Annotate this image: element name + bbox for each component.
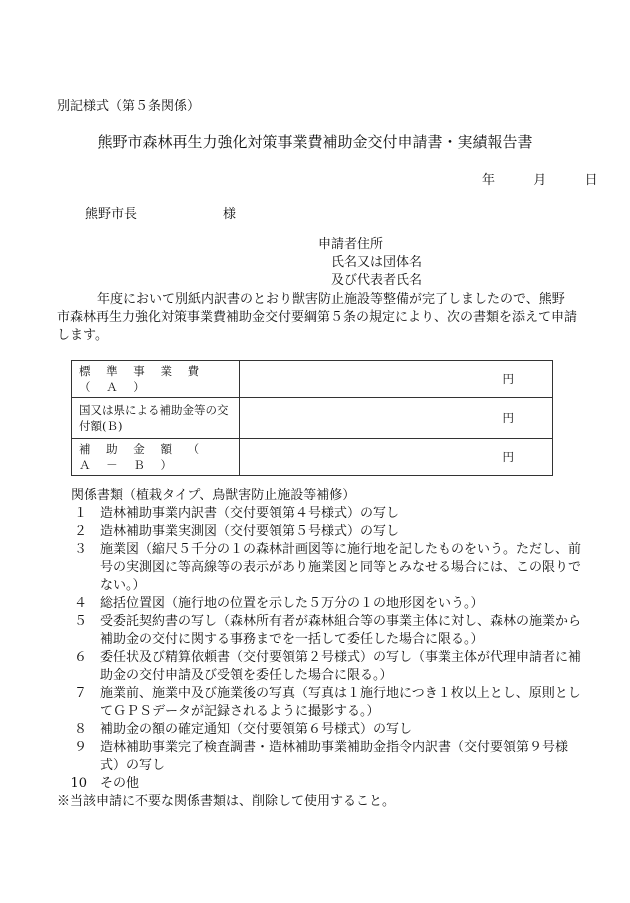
list-item-text: 総括位置図（施行地の位置を示した５万分の１の地形図をいう。） — [100, 596, 484, 611]
list-item-text: 委任状及び精算依頼書（交付要領第２号様式）の写し（事業主体が代理申請者に補助金の交付申請及び受領を委任した場合に限る。） — [100, 650, 582, 683]
list-item — [57, 775, 587, 793]
table-row — [72, 361, 553, 398]
row-label: 標 準 事 業 費 （ Ａ ） — [72, 361, 240, 398]
date-year: 年 — [482, 173, 496, 188]
list-item-text: 受委託契約書の写し（森林所有者が森林組合等の事業主体に対し、森林の施業から補助金の交付に関する事務までを一括して委任した場合に限る。） — [100, 614, 582, 647]
list-item — [57, 595, 587, 613]
document-title: 熊野市森林再生力強化対策事業費補助金交付申請書・実績報告書 — [97, 133, 533, 151]
date-day: 日 — [584, 173, 598, 188]
body-text: 年度において別紙内訳書のとおり獣害防止施設等整備が完了しましたので、熊野市森林再生力強化対策事業費補助金交付要綱第５条の規定により、次の書類を添えて申請します。 — [57, 292, 578, 343]
list-item-text: 造林補助事業実測図（交付要領第５号様式）の写し — [100, 524, 400, 539]
row-label: 補 助 金 額 （ Ａ － Ｂ ） — [72, 439, 240, 476]
list-item — [57, 649, 587, 685]
list-item — [57, 541, 587, 595]
table-row — [72, 398, 553, 439]
row-unit: 円 — [240, 439, 553, 476]
list-item-number: １ — [73, 506, 87, 521]
addressee-honorific: 様 — [223, 207, 237, 222]
list-item-number: ９ — [73, 740, 87, 755]
list-item — [57, 685, 587, 721]
addressee-name: 熊野市長 — [85, 207, 138, 222]
list-item-text: その他 — [100, 776, 140, 791]
list-item — [57, 739, 587, 775]
row-unit: 円 — [240, 398, 553, 439]
list-item-number: ７ — [73, 686, 87, 701]
list-item-text: 造林補助事業内訳書（交付要領第４号様式）の写し — [100, 506, 400, 521]
list-item-number: ８ — [73, 722, 87, 737]
addressee — [85, 203, 236, 222]
applicant-representative: 及び代表者氏名 — [331, 273, 423, 288]
list-item-number: ３ — [73, 542, 87, 557]
list-item-number: ６ — [73, 650, 87, 665]
row-label: 国又は県による補助金等の交付額(Ｂ) — [72, 398, 240, 439]
list-item-text: 施業図（縮尺５千分の１の森林計画図等に施行地を記したものをいう。ただし、前号の実測図に等高線等の表示があり施業図と同等とみなせる場合には、この限りでない。） — [100, 542, 582, 593]
list-item — [57, 721, 587, 739]
applicant-block — [318, 236, 422, 290]
row-unit: 円 — [240, 361, 553, 398]
related-documents — [57, 487, 587, 811]
docs-note: ※当該申請に不要な関係書類は、削除して使用すること。 — [57, 794, 396, 809]
form-label: 別記様式（第５条関係） — [57, 99, 201, 114]
amount-table — [71, 360, 553, 476]
applicant-address: 申請者住所 — [318, 237, 384, 252]
list-item-number: ２ — [73, 524, 87, 539]
table-row — [72, 439, 553, 476]
list-item-number: 10 — [70, 776, 87, 791]
date-month: 月 — [533, 173, 547, 188]
date-line — [482, 169, 598, 188]
list-item — [57, 523, 587, 541]
list-item-number: ４ — [73, 596, 87, 611]
list-item-text: 造林補助事業完了検査調書・造林補助事業補助金指令内訳書（交付要領第９号様式）の写し — [100, 740, 569, 773]
list-item-text: 施業前、施業中及び施業後の写真（写真は１施行地につき１枚以上とし、原則としてＧＰＳデータが記録されるように撮影する。） — [100, 686, 581, 719]
docs-header: 関係書類（植栽タイプ、鳥獣害防止施設等補修） — [71, 488, 356, 503]
applicant-name: 氏名又は団体名 — [331, 255, 423, 270]
list-item — [57, 505, 587, 523]
list-item — [57, 613, 587, 649]
list-item-text: 補助金の額の確定通知（交付要領第６号様式）の写し — [100, 722, 413, 737]
list-item-number: ５ — [73, 614, 87, 629]
